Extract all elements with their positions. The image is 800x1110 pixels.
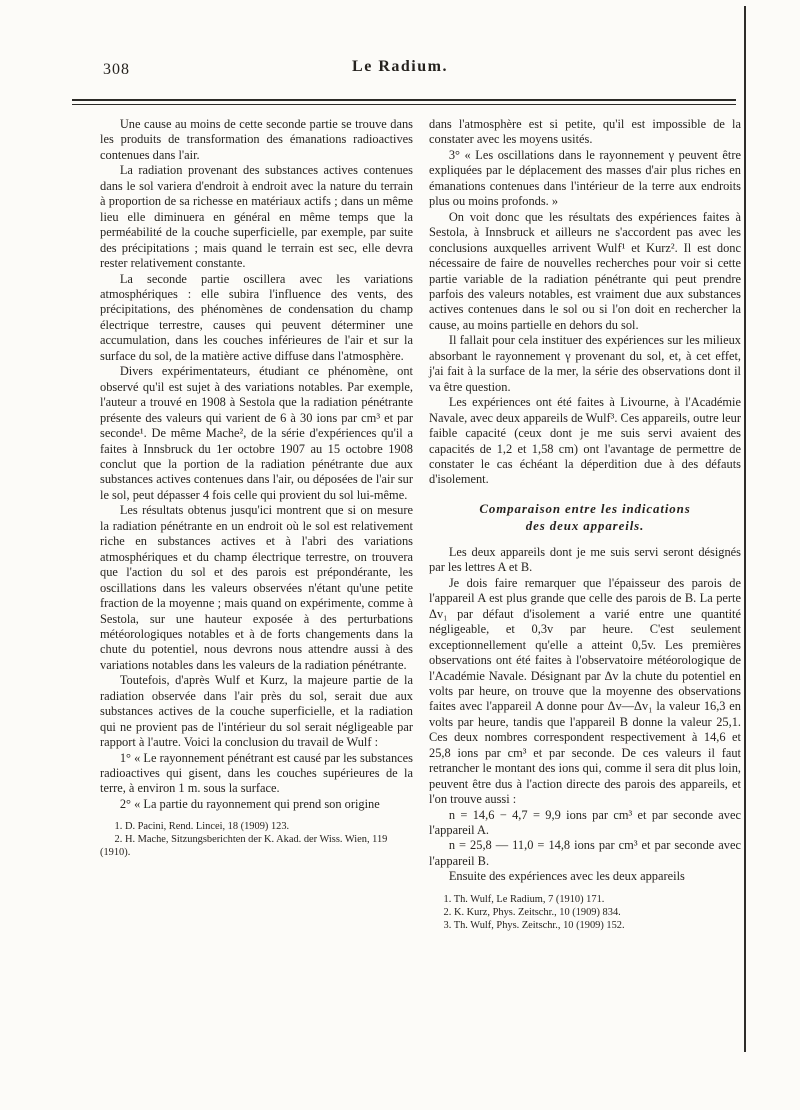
paragraph: Les expériences ont été faites à Livourne, à l'Académie Navale, avec deux appareils de Wulf³. Ces appareils, outre leur faible capacité (ceux dont je me suis servi avaient des capacités de 1,2 et 1,58 cm) ont l'avantage de permettre de constater le cas échéant la déperdition due à des défauts d'isolement.	[429, 395, 741, 487]
header-rule-bottom	[72, 104, 736, 105]
page-edge-line	[744, 6, 746, 1052]
right-column-text-bottom	[429, 545, 741, 885]
right-column-text-top	[429, 117, 741, 488]
paragraph: La seconde partie oscillera avec les variations atmosphériques : elle subira l'influence des vents, des précipitations, des phénomènes de condensation du champ électrique terrestre, causes qui peuvent déterminer une accumulation, dans les couches inférieures de l'air et sur la surface du sol, de la matière active diffuse dans l'atmosphère.	[100, 271, 413, 363]
paragraph: On voit donc que les résultats des expériences faites à Sestola, à Innsbruck et ailleurs ne s'accordent pas avec les conclusions auxquelles arrivent Wulf¹ et Kurz². Il est donc nécessaire de faire de nouvelles recherches pour voir si cette partie variable de la radiation pénétrante qui peut prendre parfois des valeurs notables, est vraiment due aux substances actives contenues dans le sol ou si l'on doit en rechercher la cause, au moins partielle en dehors du sol.	[429, 209, 741, 332]
section-heading-line1: Comparaison entre les indications	[479, 501, 691, 516]
paragraph: n = 25,8 — 11,0 = 14,8 ions par cm³ et par seconde avec l'appareil B.	[429, 838, 741, 868]
footnote: 1. D. Pacini, Rend. Lincei, 18 (1909) 123.	[114, 821, 290, 833]
header-rule-top	[72, 99, 736, 101]
left-column-footnotes	[100, 821, 413, 860]
paragraph: 2° « La partie du rayonnement qui prend son origine	[119, 796, 380, 811]
footnote: 2. H. Mache, Sitzungsberichten der K. Akad. der Wiss. Wien, 119 (1910).	[100, 834, 388, 859]
paragraph: 1° « Le rayonnement pénétrant est causé par les substances radioactives qui gisent, dans les couches supérieures de la terre, à environ 1 m. sous la surface.	[100, 750, 413, 796]
left-column	[100, 117, 413, 860]
right-column	[429, 117, 741, 933]
section-heading	[429, 501, 741, 535]
paragraph: Il fallait pour cela instituer des expériences sur les milieux absorbant le rayonnement γ provenant du sol, et, à cet effet, j'ai fait à la surface de la mer, la série des observations dont il va être question.	[429, 333, 741, 394]
paragraph: Les deux appareils dont je me suis servi seront désignés par les lettres A et B.	[429, 544, 741, 575]
paragraph: La radiation provenant des substances actives contenues dans le sol variera d'endroit à endroit avec la nature du terrain à proportion de sa richesse en matériaux actifs ; dans un même lieu elle diminuera en général en même temps que la perméabilité de la couche superficielle, par exemple, par suite des précipitations ; mais quand le terrain est sec, elle devra rester relativement constante.	[100, 163, 413, 271]
page-header	[0, 58, 800, 88]
journal-title: Le Radium.	[352, 58, 448, 75]
paragraph: Divers expérimentateurs, étudiant ce phénomène, ont observé qu'il est sujet à des variations notables. Par exemple, l'auteur a trouvé en 1908 à Sestola que la radiation pénétrante présente des valeurs qui varient de 6 à 30 ions par cm³ et par seconde¹. De même Mache², de la série d'expériences qu'il a faites à Innsbruck du 1er octobre 1907 au 15 octobre 1908 conclut que la portion de la radiation pénétrante due aux substances actives contenues dans l'air, ou déposées de l'air sur le sol, peut dépasser 4 fois celle qui provient du sol lui-même.	[100, 364, 413, 502]
paragraph: Je dois faire remarquer que l'épaisseur des parois de l'appareil A est plus grande que celle des parois de B. La perte Δv₁ par défaut d'isolement a varié entre une quantité négligeable, et 0,3v par heure. C'est seulement exceptionnellement qu'elle a atteint 0,5v. Les premières observations ont été faites à l'observatoire météorologique de l'Académie Navale. Désignant par Δv la chute du potentiel en volts par heure, on trouve que la moyenne des observations faites avec l'appareil A donne pour Δv—Δv₁ la valeur 16,3 en volts par heure, tandis que l'appareil B donne la valeur 25,1. Ces deux nombres correspondent respectivement à 14,6 et 25,8 ions par cm³ et par seconde. De ces valeurs il faut retrancher le montant des ions qui, comme il sera dit plus loin, peuvent être dus à l'action directe des parois des appareils, et l'on trouve aussi :	[429, 575, 741, 807]
paragraph: Toutefois, d'après Wulf et Kurz, la majeure partie de la radiation observée dans l'air près du sol, serait due aux substances actives de la couche superficielle, et la radiation qui ne provient pas de l'intérieur du sol serait négligeable par rapport à l'autre. Voici la conclusion du travail de Wulf :	[100, 673, 413, 750]
paragraph: n = 14,6 − 4,7 = 9,9 ions par cm³ et par seconde avec l'appareil A.	[429, 807, 741, 838]
footnote: 3. Th. Wulf, Phys. Zeitschr., 10 (1909) 152.	[443, 919, 625, 931]
paragraph: Une cause au moins de cette seconde partie se trouve dans les produits de transformation des émanations radioactives contenues dans l'air.	[100, 117, 413, 162]
paragraph: Ensuite des expériences avec les deux appareils	[448, 869, 685, 884]
right-column-footnotes	[429, 894, 741, 933]
page-number: 308	[103, 61, 130, 78]
footnote: 1. Th. Wulf, Le Radium, 7 (1910) 171.	[443, 893, 605, 905]
paragraph: 3° « Les oscillations dans le rayonnement γ peuvent être expliquées par le déplacement des masses d'air plus riches en émanations contenues dans l'intérieur de la terre aux endroits plus ou moins profonds. »	[429, 147, 741, 209]
section-heading-line2: des deux appareils.	[525, 518, 645, 533]
paragraph: dans l'atmosphère est si petite, qu'il est impossible de la constater avec les moyens usités.	[429, 117, 741, 147]
footnote: 2. K. Kurz, Phys. Zeitschr., 10 (1909) 834.	[443, 906, 621, 918]
left-column-text	[100, 117, 413, 812]
paragraph: Les résultats obtenus jusqu'ici montrent que si on mesure la radiation pénétrante en un endroit où le sol est relativement riche en substances actives et à l'abri des variations atmosphériques et du champ électrique terrestre, on trouvera que l'action du sol et des parois est prépondérante, les oscillations dans les valeurs observées n'étant qu'une petite fraction de la moyenne ; mais quand on expérimente, comme à Sestola, sur une hauteur exposée à des perturbations météorologiques notables et à de forts changements dans la chute du potentiel, nous devrons nous attendre aussi à des variations notables dans les valeurs de la radiation pénétrante.	[100, 503, 413, 672]
